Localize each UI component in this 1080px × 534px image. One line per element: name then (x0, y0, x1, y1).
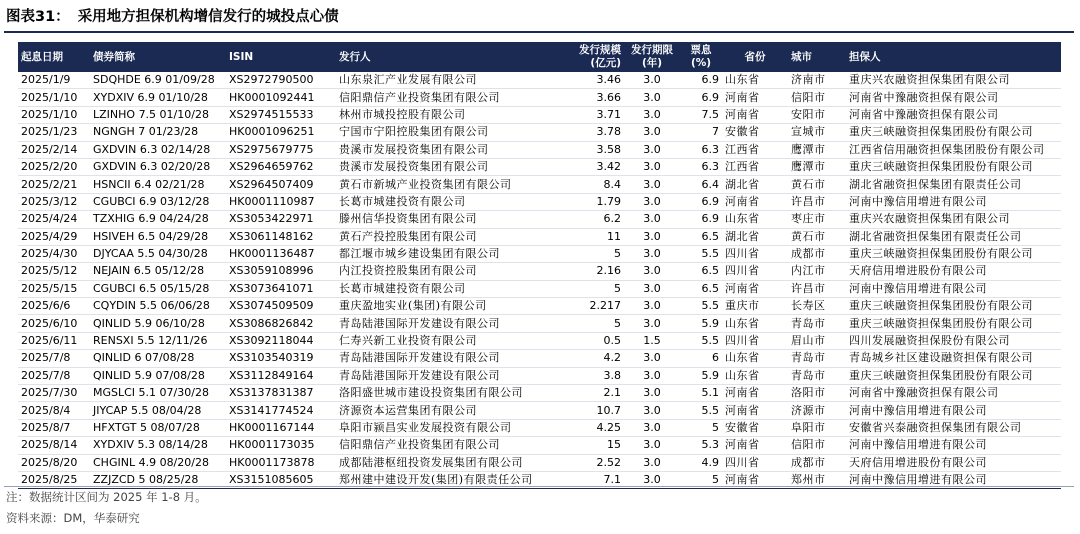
cell-value-date: 2025/7/30 (18, 385, 90, 402)
cell-issuer: 信阳鼎信产业投资集团有限公司 (336, 437, 564, 454)
cell-isin: XS3053422971 (226, 211, 336, 228)
cell-issue-size: 3.66 (564, 89, 624, 106)
cell-guarantor: 天府信用增进股份有限公司 (846, 454, 1061, 471)
cell-province: 江西省 (722, 141, 788, 158)
cell-guarantor: 重庆三峡融资担保集团股份有限公司 (846, 367, 1061, 384)
cell-city: 眉山市 (788, 332, 846, 349)
cell-bond-short-name: QINLID 6 07/08/28 (90, 350, 226, 367)
cell-issuer: 贵溪市发展投资集团有限公司 (336, 158, 564, 175)
column-header-tenor: 发行期限 (年) (624, 42, 680, 72)
cell-tenor: 3.0 (624, 158, 680, 175)
cell-tenor: 3.0 (624, 385, 680, 402)
table-row (18, 211, 1061, 228)
cell-province: 河南省 (722, 280, 788, 297)
cell-city: 许昌市 (788, 280, 846, 297)
cell-issue-size: 10.7 (564, 402, 624, 419)
cell-bond-short-name: MGSLCI 5.1 07/30/28 (90, 385, 226, 402)
cell-guarantor: 河南省中豫融资担保有限公司 (846, 385, 1061, 402)
cell-bond-short-name: CHGINL 4.9 08/20/28 (90, 454, 226, 471)
cell-coupon: 6.5 (680, 263, 722, 280)
cell-tenor: 3.0 (624, 228, 680, 245)
cell-value-date: 2025/1/10 (18, 89, 90, 106)
cell-tenor: 3.0 (624, 402, 680, 419)
cell-coupon: 5 (680, 419, 722, 436)
cell-guarantor: 重庆三峡融资担保集团股份有限公司 (846, 315, 1061, 332)
cell-city: 信阳市 (788, 437, 846, 454)
cell-province: 重庆市 (722, 298, 788, 315)
footnote: 注：数据统计区间为 2025 年 1-8 月。 (6, 490, 207, 504)
cell-province: 四川省 (722, 263, 788, 280)
cell-value-date: 2025/4/29 (18, 228, 90, 245)
cell-issuer: 青岛陆港国际开发建设有限公司 (336, 315, 564, 332)
cell-value-date: 2025/8/25 (18, 471, 90, 488)
cell-issuer: 宁国市宁阳控股集团有限公司 (336, 124, 564, 141)
cell-value-date: 2025/1/9 (18, 72, 90, 89)
cell-province: 河南省 (722, 385, 788, 402)
table-row (18, 332, 1061, 349)
cell-guarantor: 重庆三峡融资担保集团股份有限公司 (846, 124, 1061, 141)
cell-city: 青岛市 (788, 350, 846, 367)
cell-bond-short-name: NGNGH 7 01/23/28 (90, 124, 226, 141)
cell-coupon: 5 (680, 471, 722, 488)
cell-isin: XS2975679775 (226, 141, 336, 158)
cell-province: 四川省 (722, 245, 788, 262)
cell-coupon: 6 (680, 350, 722, 367)
table-row (18, 72, 1061, 89)
cell-coupon: 6.9 (680, 211, 722, 228)
cell-isin: XS3151085605 (226, 471, 336, 488)
cell-isin: XS3061148162 (226, 228, 336, 245)
column-header-city: 城市 (788, 42, 846, 72)
cell-isin: XS3074509509 (226, 298, 336, 315)
cell-issue-size: 3.42 (564, 158, 624, 175)
cell-bond-short-name: XYDXIV 5.3 08/14/28 (90, 437, 226, 454)
cell-city: 鹰潭市 (788, 141, 846, 158)
cell-city: 许昌市 (788, 193, 846, 210)
table-row (18, 350, 1061, 367)
cell-issue-size: 4.2 (564, 350, 624, 367)
table-row (18, 385, 1061, 402)
cell-tenor: 3.0 (624, 72, 680, 89)
table-row (18, 263, 1061, 280)
table-row (18, 193, 1061, 210)
cell-guarantor: 天府信用增进股份有限公司 (846, 263, 1061, 280)
cell-province: 江西省 (722, 158, 788, 175)
cell-value-date: 2025/8/14 (18, 437, 90, 454)
cell-bond-short-name: NEJAIN 6.5 05/12/28 (90, 263, 226, 280)
cell-value-date: 2025/5/15 (18, 280, 90, 297)
cell-city: 济源市 (788, 402, 846, 419)
cell-isin: XS2972790500 (226, 72, 336, 89)
cell-guarantor: 河南省中豫融资担保有限公司 (846, 89, 1061, 106)
cell-value-date: 2025/6/6 (18, 298, 90, 315)
cell-value-date: 2025/7/8 (18, 367, 90, 384)
cell-isin: HK0001110987 (226, 193, 336, 210)
cell-issue-size: 4.25 (564, 419, 624, 436)
table-row (18, 176, 1061, 193)
table-row (18, 245, 1061, 262)
cell-province: 河南省 (722, 402, 788, 419)
title-divider (4, 31, 1074, 33)
cell-tenor: 3.0 (624, 454, 680, 471)
cell-city: 青岛市 (788, 315, 846, 332)
cell-isin: XS3059108996 (226, 263, 336, 280)
cell-issue-size: 3.8 (564, 367, 624, 384)
figure-caption: 采用地方担保机构增信发行的城投点心债 (77, 9, 339, 25)
cell-tenor: 3.0 (624, 211, 680, 228)
cell-city: 郑州市 (788, 471, 846, 488)
cell-province: 河南省 (722, 193, 788, 210)
cell-province: 河南省 (722, 437, 788, 454)
cell-isin: HK0001092441 (226, 89, 336, 106)
cell-bond-short-name: HFXTGT 5 08/07/28 (90, 419, 226, 436)
table-row (18, 419, 1061, 436)
cell-tenor: 3.0 (624, 280, 680, 297)
cell-province: 山东省 (722, 315, 788, 332)
cell-guarantor: 重庆三峡融资担保集团股份有限公司 (846, 298, 1061, 315)
table-row (18, 315, 1061, 332)
cell-issuer: 黄石市新城产业投资集团有限公司 (336, 176, 564, 193)
cell-city: 内江市 (788, 263, 846, 280)
cell-issuer: 仁寿兴新工业投资有限公司 (336, 332, 564, 349)
cell-issue-size: 15 (564, 437, 624, 454)
cell-value-date: 2025/4/30 (18, 245, 90, 262)
cell-bond-short-name: QINLID 5.9 06/10/28 (90, 315, 226, 332)
cell-province: 安徽省 (722, 124, 788, 141)
cell-issue-size: 3.46 (564, 72, 624, 89)
cell-isin: HK0001096251 (226, 124, 336, 141)
cell-issuer: 成都陆港枢纽投资发展集团有限公司 (336, 454, 564, 471)
cell-issuer: 黄石产投控股集团有限公司 (336, 228, 564, 245)
table-row (18, 367, 1061, 384)
figure-number: 图表31： (6, 9, 70, 25)
cell-isin: HK0001167144 (226, 419, 336, 436)
cell-coupon: 5.5 (680, 332, 722, 349)
cell-tenor: 3.0 (624, 176, 680, 193)
cell-value-date: 2025/2/21 (18, 176, 90, 193)
cell-bond-short-name: HSIVEH 6.5 04/29/28 (90, 228, 226, 245)
cell-issue-size: 8.4 (564, 176, 624, 193)
cell-isin: XS3141774524 (226, 402, 336, 419)
cell-coupon: 6.9 (680, 89, 722, 106)
cell-bond-short-name: SDQHDE 6.9 01/09/28 (90, 72, 226, 89)
cell-coupon: 6.5 (680, 280, 722, 297)
cell-province: 山东省 (722, 350, 788, 367)
cell-issue-size: 0.5 (564, 332, 624, 349)
column-header-province: 省份 (722, 42, 788, 72)
cell-coupon: 6.9 (680, 72, 722, 89)
cell-province: 河南省 (722, 89, 788, 106)
cell-bond-short-name: ZZJZCD 5 08/25/28 (90, 471, 226, 488)
cell-bond-short-name: LZINHO 7.5 01/10/28 (90, 106, 226, 123)
cell-value-date: 2025/2/20 (18, 158, 90, 175)
cell-issuer: 长葛市城建投资有限公司 (336, 280, 564, 297)
cell-value-date: 2025/3/12 (18, 193, 90, 210)
cell-city: 青岛市 (788, 367, 846, 384)
cell-province: 四川省 (722, 454, 788, 471)
cell-issue-size: 3.78 (564, 124, 624, 141)
cell-bond-short-name: HSNCII 6.4 02/21/28 (90, 176, 226, 193)
cell-city: 阜阳市 (788, 419, 846, 436)
cell-issuer: 信阳鼎信产业投资集团有限公司 (336, 89, 564, 106)
cell-coupon: 7 (680, 124, 722, 141)
cell-isin: HK0001136487 (226, 245, 336, 262)
cell-city: 鹰潭市 (788, 158, 846, 175)
cell-issuer: 阜阳市颍昌实业发展投资有限公司 (336, 419, 564, 436)
table-row (18, 124, 1061, 141)
cell-city: 黄石市 (788, 228, 846, 245)
cell-issuer: 内江投资控股集团有限公司 (336, 263, 564, 280)
cell-issue-size: 6.2 (564, 211, 624, 228)
cell-isin: XS3073641071 (226, 280, 336, 297)
cell-issuer: 滕州信华投资集团有限公司 (336, 211, 564, 228)
cell-guarantor: 河南中豫信用增进有限公司 (846, 193, 1061, 210)
cell-issue-size: 3.58 (564, 141, 624, 158)
cell-guarantor: 湖北省融资担保集团有限责任公司 (846, 176, 1061, 193)
cell-value-date: 2025/8/7 (18, 419, 90, 436)
cell-guarantor: 重庆兴农融资担保集团有限公司 (846, 211, 1061, 228)
column-header-issuer: 发行人 (336, 42, 564, 72)
cell-coupon: 6.9 (680, 193, 722, 210)
cell-tenor: 3.0 (624, 298, 680, 315)
table-row (18, 141, 1061, 158)
cell-guarantor: 重庆兴农融资担保集团有限公司 (846, 72, 1061, 89)
table-row (18, 89, 1061, 106)
cell-coupon: 4.9 (680, 454, 722, 471)
cell-isin: XS3092118044 (226, 332, 336, 349)
cell-city: 成都市 (788, 245, 846, 262)
cell-guarantor: 河南中豫信用增进有限公司 (846, 280, 1061, 297)
cell-province: 安徽省 (722, 419, 788, 436)
cell-issue-size: 7.1 (564, 471, 624, 488)
cell-city: 枣庄市 (788, 211, 846, 228)
cell-bond-short-name: CGUBCI 6.5 05/15/28 (90, 280, 226, 297)
cell-guarantor: 安徽省兴泰融资担保集团有限公司 (846, 419, 1061, 436)
table-row (18, 158, 1061, 175)
cell-value-date: 2025/6/11 (18, 332, 90, 349)
cell-value-date: 2025/2/14 (18, 141, 90, 158)
cell-bond-short-name: TZXHIG 6.9 04/24/28 (90, 211, 226, 228)
cell-issuer: 林州市城投控股有限公司 (336, 106, 564, 123)
cell-tenor: 3.0 (624, 124, 680, 141)
cell-province: 四川省 (722, 332, 788, 349)
table-row (18, 280, 1061, 297)
cell-issuer: 重庆盈地实业(集团)有限公司 (336, 298, 564, 315)
cell-guarantor: 四川发展融资担保股份有限公司 (846, 332, 1061, 349)
cell-coupon: 5.5 (680, 245, 722, 262)
cell-guarantor: 青岛城乡社区建设融资担保有限公司 (846, 350, 1061, 367)
cell-tenor: 3.0 (624, 419, 680, 436)
cell-city: 洛阳市 (788, 385, 846, 402)
column-header-isin: ISIN (226, 42, 336, 72)
cell-tenor: 3.0 (624, 350, 680, 367)
cell-guarantor: 河南中豫信用增进有限公司 (846, 402, 1061, 419)
cell-province: 湖北省 (722, 228, 788, 245)
cell-value-date: 2025/1/10 (18, 106, 90, 123)
cell-issuer: 洛阳盛世城市建设投资集团有限公司 (336, 385, 564, 402)
cell-city: 济南市 (788, 72, 846, 89)
cell-guarantor: 重庆三峡融资担保集团股份有限公司 (846, 245, 1061, 262)
cell-isin: XS3086826842 (226, 315, 336, 332)
figure-title (6, 5, 339, 29)
cell-issuer: 郑州建中建设开发(集团)有限责任公司 (336, 471, 564, 488)
cell-bond-short-name: QINLID 5.9 07/08/28 (90, 367, 226, 384)
cell-issuer: 济源资本运营集团有限公司 (336, 402, 564, 419)
cell-coupon: 6.5 (680, 228, 722, 245)
cell-issuer: 长葛市城建投资有限公司 (336, 193, 564, 210)
cell-coupon: 5.1 (680, 385, 722, 402)
cell-isin: XS3137831387 (226, 385, 336, 402)
cell-issuer: 山东泉汇产业发展有限公司 (336, 72, 564, 89)
cell-issue-size: 2.217 (564, 298, 624, 315)
cell-guarantor: 江西省信用融资担保集团股份有限公司 (846, 141, 1061, 158)
bond-table (18, 42, 1061, 489)
cell-isin: HK0001173878 (226, 454, 336, 471)
cell-bond-short-name: JIYCAP 5.5 08/04/28 (90, 402, 226, 419)
cell-city: 成都市 (788, 454, 846, 471)
cell-coupon: 6.4 (680, 176, 722, 193)
cell-city: 安阳市 (788, 106, 846, 123)
cell-value-date: 2025/8/20 (18, 454, 90, 471)
cell-tenor: 1.5 (624, 332, 680, 349)
cell-province: 山东省 (722, 211, 788, 228)
cell-tenor: 3.0 (624, 315, 680, 332)
cell-coupon: 6.3 (680, 141, 722, 158)
cell-issue-size: 5 (564, 280, 624, 297)
cell-bond-short-name: RENSXI 5.5 12/11/26 (90, 332, 226, 349)
cell-coupon: 5.3 (680, 437, 722, 454)
cell-tenor: 3.0 (624, 367, 680, 384)
cell-issuer: 贵溪市发展投资集团有限公司 (336, 141, 564, 158)
cell-isin: XS2974515533 (226, 106, 336, 123)
column-header-value-date: 起息日期 (18, 42, 90, 72)
source-note: 资料来源：DM，华泰研究 (6, 511, 140, 525)
cell-isin: XS2964659762 (226, 158, 336, 175)
cell-value-date: 2025/6/10 (18, 315, 90, 332)
cell-coupon: 5.9 (680, 367, 722, 384)
cell-issue-size: 11 (564, 228, 624, 245)
cell-guarantor: 河南中豫信用增进有限公司 (846, 437, 1061, 454)
cell-issue-size: 2.1 (564, 385, 624, 402)
cell-coupon: 5.9 (680, 315, 722, 332)
cell-isin: HK0001173035 (226, 437, 336, 454)
cell-bond-short-name: GXDVIN 6.3 02/14/28 (90, 141, 226, 158)
cell-value-date: 2025/8/4 (18, 402, 90, 419)
cell-issue-size: 5 (564, 315, 624, 332)
cell-issue-size: 2.52 (564, 454, 624, 471)
cell-issuer: 都江堰市城乡建设集团有限公司 (336, 245, 564, 262)
cell-tenor: 3.0 (624, 471, 680, 488)
cell-province: 湖北省 (722, 176, 788, 193)
cell-province: 河南省 (722, 471, 788, 488)
cell-issue-size: 3.71 (564, 106, 624, 123)
cell-province: 山东省 (722, 72, 788, 89)
cell-coupon: 5.5 (680, 402, 722, 419)
column-header-issue-size: 发行规模 (亿元) (564, 42, 624, 72)
cell-bond-short-name: XYDXIV 6.9 01/10/28 (90, 89, 226, 106)
cell-guarantor: 湖北省融资担保集团有限责任公司 (846, 228, 1061, 245)
cell-isin: XS3103540319 (226, 350, 336, 367)
table-row (18, 106, 1061, 123)
cell-value-date: 2025/4/24 (18, 211, 90, 228)
cell-coupon: 6.3 (680, 158, 722, 175)
cell-tenor: 3.0 (624, 437, 680, 454)
cell-tenor: 3.0 (624, 89, 680, 106)
cell-bond-short-name: GXDVIN 6.3 02/20/28 (90, 158, 226, 175)
cell-city: 宣城市 (788, 124, 846, 141)
table-row (18, 228, 1061, 245)
cell-city: 长寿区 (788, 298, 846, 315)
table-header-row (18, 42, 1061, 72)
cell-value-date: 2025/1/23 (18, 124, 90, 141)
table-row (18, 437, 1061, 454)
table-body (18, 72, 1061, 489)
cell-tenor: 3.0 (624, 245, 680, 262)
table-row (18, 402, 1061, 419)
cell-issue-size: 2.16 (564, 263, 624, 280)
cell-tenor: 3.0 (624, 141, 680, 158)
cell-tenor: 3.0 (624, 263, 680, 280)
cell-issue-size: 1.79 (564, 193, 624, 210)
cell-issue-size: 5 (564, 245, 624, 262)
cell-issuer: 青岛陆港国际开发建设有限公司 (336, 350, 564, 367)
notes-divider (4, 486, 1074, 487)
cell-guarantor: 重庆三峡融资担保集团股份有限公司 (846, 158, 1061, 175)
cell-guarantor: 河南中豫信用增进有限公司 (846, 471, 1061, 488)
cell-tenor: 3.0 (624, 193, 680, 210)
column-header-guarantor: 担保人 (846, 42, 1061, 72)
column-header-bond-short-name: 债券简称 (90, 42, 226, 72)
cell-coupon: 5.5 (680, 298, 722, 315)
table-row (18, 454, 1061, 471)
cell-bond-short-name: CQYDIN 5.5 06/06/28 (90, 298, 226, 315)
cell-city: 信阳市 (788, 89, 846, 106)
cell-bond-short-name: CGUBCI 6.9 03/12/28 (90, 193, 226, 210)
cell-city: 黄石市 (788, 176, 846, 193)
cell-isin: XS2964507409 (226, 176, 336, 193)
cell-value-date: 2025/5/12 (18, 263, 90, 280)
cell-tenor: 3.0 (624, 106, 680, 123)
cell-guarantor: 河南省中豫融资担保有限公司 (846, 106, 1061, 123)
table-row (18, 298, 1061, 315)
cell-bond-short-name: DJYCAA 5.5 04/30/28 (90, 245, 226, 262)
cell-issuer: 青岛陆港国际开发建设有限公司 (336, 367, 564, 384)
cell-province: 河南省 (722, 106, 788, 123)
cell-value-date: 2025/7/8 (18, 350, 90, 367)
cell-coupon: 7.5 (680, 106, 722, 123)
column-header-coupon: 票息 (%) (680, 42, 722, 72)
cell-isin: XS3112849164 (226, 367, 336, 384)
cell-province: 山东省 (722, 367, 788, 384)
